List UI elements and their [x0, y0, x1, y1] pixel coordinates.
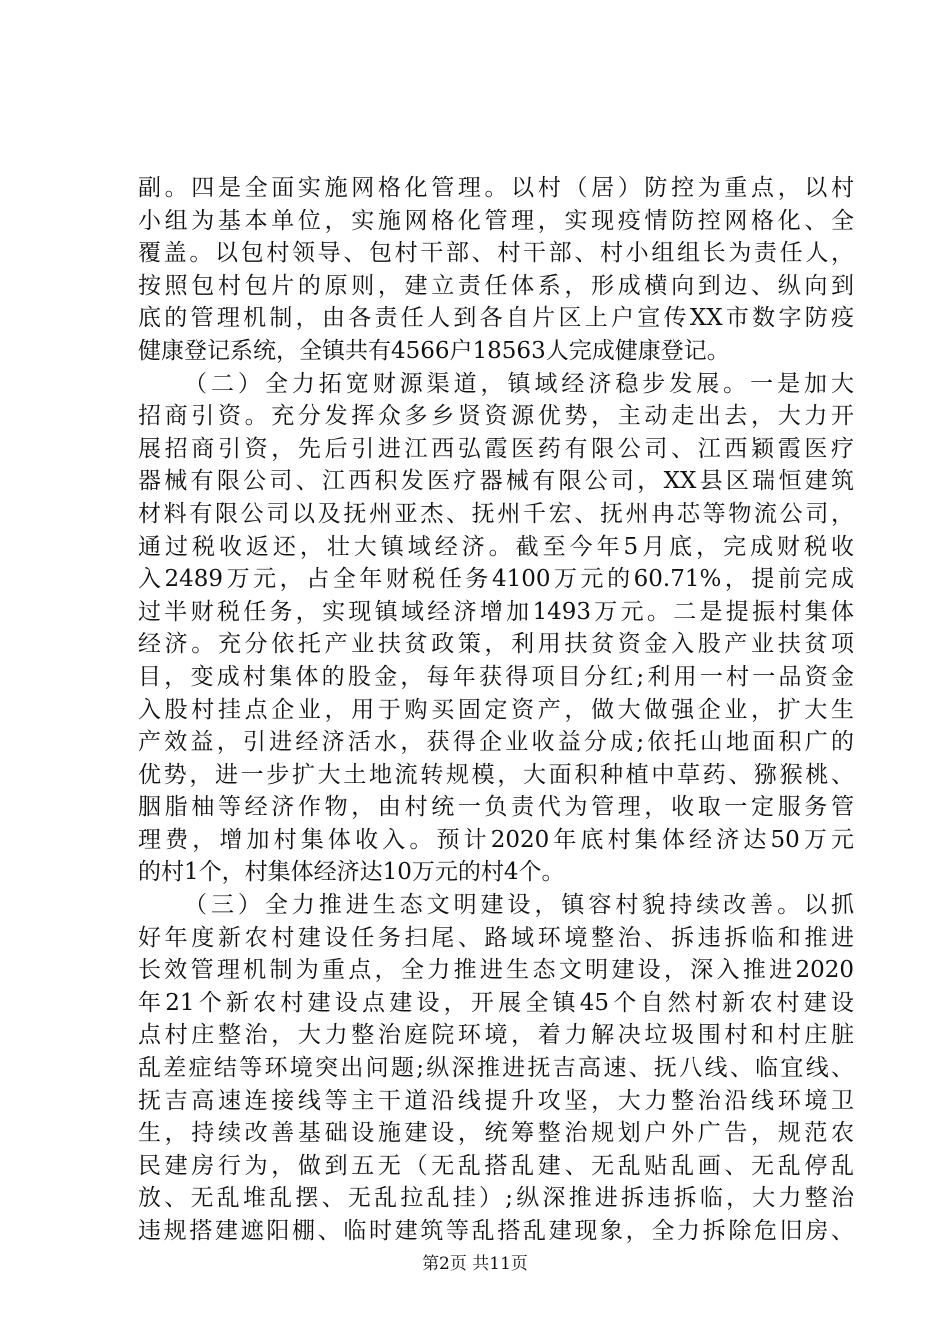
text-line: 覆盖。以包村领导、包村干部、村干部、村小组组长为责任人， [138, 240, 854, 267]
text-line: 经济。充分依托产业扶贫政策，利用扶贫资金入股产业扶贫项 [138, 631, 854, 658]
text-line: （三）全力推进生态文明建设，镇容村貌持续改善。以抓 [184, 892, 854, 919]
text-line: 展招商引资，先后引进江西弘霞医药有限公司、江西颖霞医疗 [138, 435, 854, 462]
text-line: 入股村挂点企业，用于购买固定资产，做大做强企业，扩大生 [138, 696, 854, 723]
text-line: 民建房行为，做到五无（无乱搭乱建、无乱贴乱画、无乱停乱 [138, 1152, 854, 1179]
text-line: 违规搭建遮阳棚、临时建筑等乱搭乱建现象，全力拆除危旧房、 [138, 1218, 854, 1244]
text-line: 胭脂柚等经济作物，由村统一负责代为管理，收取一定服务管 [138, 794, 854, 821]
text-line: 年21个新农村建设点建设，开展全镇45个自然村新农村建设 [138, 989, 854, 1016]
text-line: 的村1个，村集体经济达10万元的村4个。 [138, 859, 565, 886]
text-line: 理费，增加村集体收入。预计2020年底村集体经济达50万元 [138, 826, 854, 853]
text-line: 优势，进一步扩大土地流转规模，大面积种植中草药、猕猴桃、 [138, 761, 854, 788]
page-footer: 第2页 共11页 [422, 1254, 528, 1274]
text-line: 好年度新农村建设任务扫尾、路域环境整治、拆违拆临和推进 [138, 924, 854, 951]
text-line: 材料有限公司以及抚州亚杰、抚州千宏、抚州冉芯等物流公司， [138, 500, 854, 527]
text-line: 通过税收返还，壮大镇域经济。截至今年5月底，完成财税收 [138, 533, 854, 560]
text-line: 抚吉高速连接线等主干道沿线提升攻坚，大力整治沿线环境卫 [138, 1087, 854, 1114]
text-line: 点村庄整治，大力整治庭院环境，着力解决垃圾围村和村庄脏 [138, 1022, 854, 1049]
text-line: 过半财税任务，实现镇域经济增加1493万元。二是提振村集体 [138, 598, 854, 625]
text-line: 底的管理机制，由各责任人到各自片区上户宣传XX市数字防疫 [138, 305, 854, 332]
text-line: 乱差症结等环境突出问题;纵深推进抚吉高速、抚八线、临宜线、 [138, 1055, 854, 1082]
text-line: 器械有限公司、江西积发医疗器械有限公司，XX县区瑞恒建筑 [138, 468, 854, 495]
text-line: 目，变成村集体的股金，每年获得项目分红;利用一村一品资金 [138, 663, 854, 690]
text-line: 小组为基本单位，实施网格化管理，实现疫情防控网格化、全 [138, 207, 854, 234]
text-line: 按照包村包片的原则，建立责任体系，形成横向到边、纵向到 [138, 272, 854, 299]
text-line: 生，持续改善基础设施建设，统筹整治规划户外广告，规范农 [138, 1120, 854, 1147]
text-line: 产效益，引进经济活水，获得企业收益分成;依托山地面积广的 [138, 729, 854, 756]
text-line: 健康登记系统，全镇共有4566户18563人完成健康登记。 [138, 337, 730, 364]
text-line: （二）全力拓宽财源渠道，镇域经济稳步发展。一是加大 [184, 370, 854, 397]
text-line: 长效管理机制为重点，全力推进生态文明建设，深入推进2020 [138, 957, 854, 984]
text-line: 副。四是全面实施网格化管理。以村（居）防控为重点，以村 [138, 175, 854, 201]
text-line: 放、无乱堆乱摆、无乱拉乱挂）;纵深推进拆违拆临，大力整治 [138, 1185, 854, 1212]
document-body [138, 172, 854, 1248]
text-line: 入2489万元，占全年财税任务4100万元的60.71%，提前完成 [138, 566, 854, 593]
text-line: 招商引资。充分发挥众多乡贤资源优势，主动走出去，大力开 [138, 403, 854, 430]
